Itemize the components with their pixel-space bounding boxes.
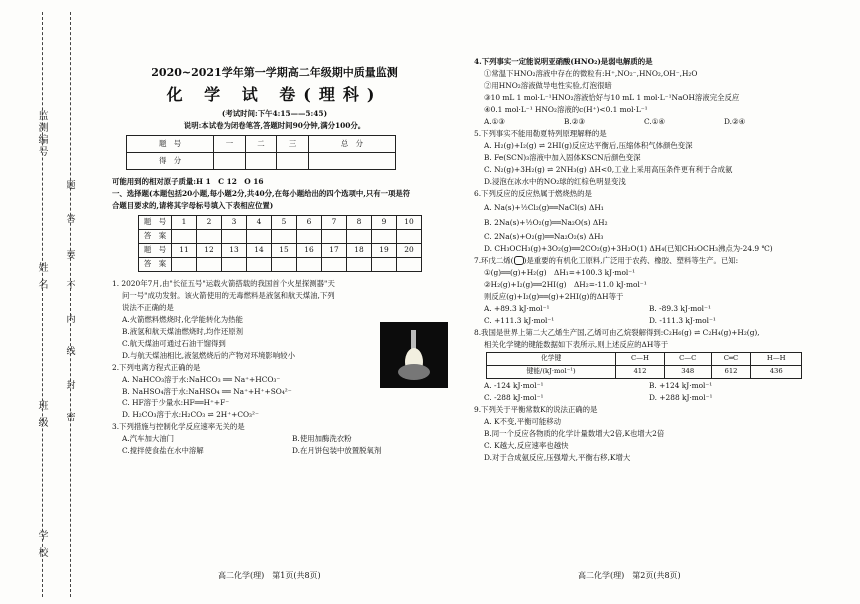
score-cell[interactable] <box>277 152 309 169</box>
score-table <box>126 135 396 170</box>
question-no: 10 <box>397 215 422 229</box>
question-stem: 3.下列措施与控制化学反应速率无关的是 <box>112 422 245 432</box>
exam-subtitle: 化 学 试 卷(理科) <box>166 84 383 104</box>
score-cell: 二 <box>245 135 277 152</box>
question-no: 5 <box>272 215 297 229</box>
option-b: B.②③ <box>564 116 586 126</box>
question-no: 7 <box>322 215 347 229</box>
question-no: 3 <box>222 215 247 229</box>
option-c: C. N₂(g)+3H₂(g) ⇌ 2NH₃(g) ΔH<0,工业上采用高压条件更有利于合成氨 <box>484 164 733 174</box>
reaction-1: ①(g)══(g)+H₂(g) ΔH₁=+100.3 kJ·mol⁻¹ <box>484 267 636 277</box>
section-1-header: 一、选择题(本题包括20小题,每小题2分,共40分,在每小题给出的四个选项中,只有一项是符 <box>112 188 411 198</box>
exam-title: 2020~2021学年第一学期高二年级期中质量监测 <box>151 66 398 79</box>
option-c: C. K越大,反应速率也越快 <box>484 440 569 450</box>
question-no: 14 <box>247 243 272 257</box>
answer-label: 答 案 <box>139 257 172 271</box>
option-row <box>474 303 844 315</box>
option-b: B. 2Na(s)+½O₂(g)══Na₂O(s) ΔH₂ <box>484 218 608 228</box>
option-a: A.火箭燃料燃烧时,化学能转化为热能 <box>122 314 243 324</box>
option-a: A. H₂(g)+I₂(g) ⇌ 2HI(g)反应达平衡后,压缩体积气体颜色变深 <box>484 140 693 150</box>
answer-label: 答 案 <box>139 229 172 243</box>
option-a: A. Na(s)+½Cl₂(g)══NaCl(s) ΔH₁ <box>484 202 604 212</box>
table-header: H—H <box>751 352 802 365</box>
question-stem: 1. 2020年7月,由"长征五号"运载火箭搭载的我国首个火星探测器"天 <box>112 278 335 288</box>
question-9 <box>474 404 844 464</box>
class-label: 班 级 <box>36 400 47 430</box>
question-no: 6 <box>297 215 322 229</box>
answer-cell[interactable] <box>347 229 372 243</box>
binding-line-inner <box>70 12 71 597</box>
option-d: D.对于合成氨反应,压强增大,平衡右移,K增大 <box>484 452 631 462</box>
exam-note: 说明:本试卷为闭卷笔答,答题时间90分钟,满分100分。 <box>183 120 366 130</box>
answer-cell[interactable] <box>272 229 297 243</box>
score-cell: 总 分 <box>308 135 395 152</box>
stem-part: 7.环戊二烯( <box>474 255 514 265</box>
table-header: C—H <box>616 352 665 365</box>
option-d: D. +288 kJ·mol⁻¹ <box>649 392 713 402</box>
question-stem: 6.下列反应的反应热属于燃烧热的是 <box>474 188 592 198</box>
option-a: A. K不变,平衡可能移动 <box>484 416 562 426</box>
question-stem: 4.下列事实一定能说明亚硝酸(HNO₂)是弱电解质的是 <box>474 57 653 66</box>
question-no: 18 <box>347 243 372 257</box>
answer-cell[interactable] <box>297 257 322 271</box>
answer-cell[interactable] <box>197 229 222 243</box>
statement: ④0.1 mol·L⁻¹ HNO₂溶液的c(H⁺)<0.1 mol·L⁻¹ <box>484 104 648 114</box>
stem-part: )是重要的有机化工原料,广泛用于农药、橡胶、塑料等生产。已知: <box>523 255 739 265</box>
option-d: D.与航天煤油相比,液氢燃烧后的产物对环境影响较小 <box>122 350 295 360</box>
answer-cell[interactable] <box>297 229 322 243</box>
question-no: 8 <box>347 215 372 229</box>
question-no: 11 <box>172 243 197 257</box>
answer-label: 题 号 <box>139 243 172 257</box>
option-a: A.①③ <box>484 116 505 126</box>
seal-char: 线 <box>66 347 76 357</box>
answer-cell[interactable] <box>247 229 272 243</box>
answer-cell[interactable] <box>347 257 372 271</box>
option-row <box>474 116 844 128</box>
table-cell: 436 <box>751 365 802 378</box>
question-stem: 说法不正确的是 <box>122 302 174 312</box>
question-stem: 9.下列关于平衡常数K的说法正确的是 <box>474 404 598 414</box>
question-no: 19 <box>372 243 397 257</box>
question-no: 17 <box>322 243 347 257</box>
question-stem <box>474 255 844 267</box>
option-d: D. -111.3 kJ·mol⁻¹ <box>649 315 716 325</box>
cyclopentadiene-icon <box>514 256 524 265</box>
question-no: 4 <box>247 215 272 229</box>
score-cell: 三 <box>277 135 309 152</box>
answer-cell[interactable] <box>322 229 347 243</box>
option-b: B. Fe(SCN)₃溶液中加入固体KSCN后颜色变深 <box>484 152 641 162</box>
option-a: A. +89.3 kJ·mol⁻¹ <box>484 303 550 313</box>
question-3 <box>112 421 437 457</box>
option-c: C.搅拌使食盐在水中溶解 <box>122 446 204 456</box>
reaction-3: 则反应(g)+I₂(g)══(g)+2HI(g)的ΔH等于 <box>484 291 624 301</box>
option-b: B.液氢和航天煤油燃烧时,均作还原剂 <box>122 326 243 336</box>
question-stem: 问一号"成功发射。该火箭使用的无毒燃料是液氢和航天煤油,下列 <box>122 290 335 300</box>
question-no: 9 <box>372 215 397 229</box>
answer-cell[interactable] <box>272 257 297 271</box>
question-5 <box>474 128 844 188</box>
page-2-column <box>474 56 844 464</box>
reaction-2: ②H₂(g)+I₂(g)══2HI(g) ΔH₂=-11.0 kJ·mol⁻¹ <box>484 279 647 289</box>
option-c: C. -288 kJ·mol⁻¹ <box>484 392 544 402</box>
question-stem: 2.下列电离方程式正确的是 <box>112 362 201 372</box>
option-c: C. HF溶于少量水:HF══H⁺+F⁻ <box>122 398 230 408</box>
option-row <box>474 392 844 404</box>
bond-energy-table <box>486 352 802 379</box>
seal-char: 不 <box>66 281 76 291</box>
option-b: B. NaHSO₄溶于水:NaHSO₄ ══ Na⁺+H⁺+SO₄²⁻ <box>122 386 292 396</box>
school-label: 学 校 <box>36 530 47 560</box>
question-stem: 相关化学键的键能数据如下表所示,则上述反应的ΔH等于 <box>484 339 669 349</box>
question-no: 12 <box>197 243 222 257</box>
score-cell[interactable] <box>245 152 277 169</box>
question-no: 13 <box>222 243 247 257</box>
table-cell: 348 <box>664 365 711 378</box>
option-d: D.浸泡在冰水中的NO₂球的红棕色明显变浅 <box>484 176 626 186</box>
option-b: B.使用加酶洗衣粉 <box>292 434 352 444</box>
score-cell[interactable] <box>308 152 395 169</box>
table-cell: 612 <box>711 365 751 378</box>
answer-cell[interactable] <box>172 257 197 271</box>
option-a: A. NaHCO₃溶于水:NaHCO₃ ══ Na⁺+HCO₃⁻ <box>122 374 281 384</box>
question-7 <box>474 255 844 327</box>
answer-cell[interactable] <box>247 257 272 271</box>
section-1-header-cont: 合题目要求的,请将其字母标号填入下表相应位置) <box>112 200 274 210</box>
score-cell: 一 <box>214 135 246 152</box>
option-b: B. +124 kJ·mol⁻¹ <box>649 380 713 390</box>
answer-cell[interactable] <box>197 257 222 271</box>
option-row <box>474 380 844 392</box>
question-no: 16 <box>297 243 322 257</box>
rocket-flame-icon <box>380 322 448 388</box>
seal-char: 内 <box>66 315 76 325</box>
option-d: D.②④ <box>724 116 746 126</box>
answer-cell[interactable] <box>372 257 397 271</box>
option-row <box>474 315 844 327</box>
answer-cell[interactable] <box>372 229 397 243</box>
question-6 <box>474 188 844 255</box>
page-2-footer: 高二化学(理) 第2页(共8页) <box>578 571 681 580</box>
question-4 <box>474 56 844 128</box>
exam-time: (考试时间:下午4:15——5:45) <box>221 108 328 118</box>
statement: ③10 mL 1 mol·L⁻¹HNO₂溶液恰好与10 mL 1 mol·L⁻¹NaOH溶液完全反应 <box>484 92 740 102</box>
option-d: D. H₂CO₃溶于水:H₂CO₃ ⇌ 2H⁺+CO₃²⁻ <box>122 410 259 420</box>
answer-cell[interactable] <box>172 229 197 243</box>
question-no: 20 <box>397 243 422 257</box>
question-no: 15 <box>272 243 297 257</box>
exam-no-label: 监测编号 <box>36 110 47 158</box>
option-b: B. -89.3 kJ·mol⁻¹ <box>649 303 711 313</box>
binding-line-outer <box>42 12 43 597</box>
answer-table <box>138 215 422 272</box>
question-stem: 5.下列事实不能用勒夏特列原理解释的是 <box>474 128 607 138</box>
option-c: C. 2Na(s)+O₂(g)══Na₂O₂(s) ΔH₃ <box>484 231 604 241</box>
seal-char: 封 <box>66 381 76 391</box>
seal-char: 密 <box>66 413 76 423</box>
name-label: 姓 名 <box>36 262 47 292</box>
score-cell[interactable] <box>214 152 246 169</box>
option-a: A.汽车加大油门 <box>122 434 175 444</box>
option-c: C.①④ <box>644 116 665 126</box>
page-1-footer: 高二化学(理) 第1页(共8页) <box>218 571 321 580</box>
table-header: 化学键 <box>487 352 616 365</box>
table-cell: 412 <box>616 365 665 378</box>
option-a: A. -124 kJ·mol⁻¹ <box>484 380 544 390</box>
question-no: 2 <box>197 215 222 229</box>
rocket-launch-photo <box>380 322 448 388</box>
option-row <box>112 433 437 445</box>
answer-cell[interactable] <box>397 229 422 243</box>
table-cell: 键能/(kJ·mol⁻¹) <box>487 365 616 378</box>
table-header: C—C <box>664 352 711 365</box>
answer-cell[interactable] <box>222 229 247 243</box>
question-no: 1 <box>172 215 197 229</box>
answer-label: 题 号 <box>139 215 172 229</box>
option-d: D. CH₃OCH₃(g)+3O₂(g)══2CO₂(g)+3H₂O(1) ΔH₄(已知CH₃OCH₃沸点为-24.9 ℃) <box>484 243 773 253</box>
score-cell: 题 号 <box>127 135 214 152</box>
statement: ①常温下HNO₂溶液中存在的微粒有:H⁺,NO₂⁻,HNO₂,OH⁻,H₂O <box>484 68 698 78</box>
option-row <box>112 445 437 457</box>
option-c: C.航天煤油可通过石油干馏得到 <box>122 338 226 348</box>
question-stem: 8.我国是世界上第二大乙烯生产国,乙烯可由乙烷裂解得到:C₂H₆(g) ⇌ C₂H₄(g)+H₂(g), <box>474 327 760 337</box>
seal-char: 要 <box>66 251 76 261</box>
page-1-column <box>112 64 437 457</box>
seal-char: 题 <box>66 181 76 191</box>
answer-cell[interactable] <box>397 257 422 271</box>
option-c: C. +111.3 kJ·mol⁻¹ <box>484 315 555 325</box>
score-cell: 得 分 <box>127 152 214 169</box>
option-d: D.在月饼包装中放置脱氧剂 <box>292 446 382 456</box>
answer-cell[interactable] <box>222 257 247 271</box>
table-header: C═C <box>711 352 751 365</box>
atomic-masses: 可能用到的相对原子质量:H 1 C 12 O 16 <box>112 176 264 186</box>
statement: ②用HNO₂溶液做导电性实验,灯泡很暗 <box>484 80 612 90</box>
seal-char: 答 <box>66 215 76 225</box>
question-8 <box>474 327 844 404</box>
option-b: B.同一个反应各物质的化学计量数增大2倍,K也增大2倍 <box>484 428 665 438</box>
answer-cell[interactable] <box>322 257 347 271</box>
